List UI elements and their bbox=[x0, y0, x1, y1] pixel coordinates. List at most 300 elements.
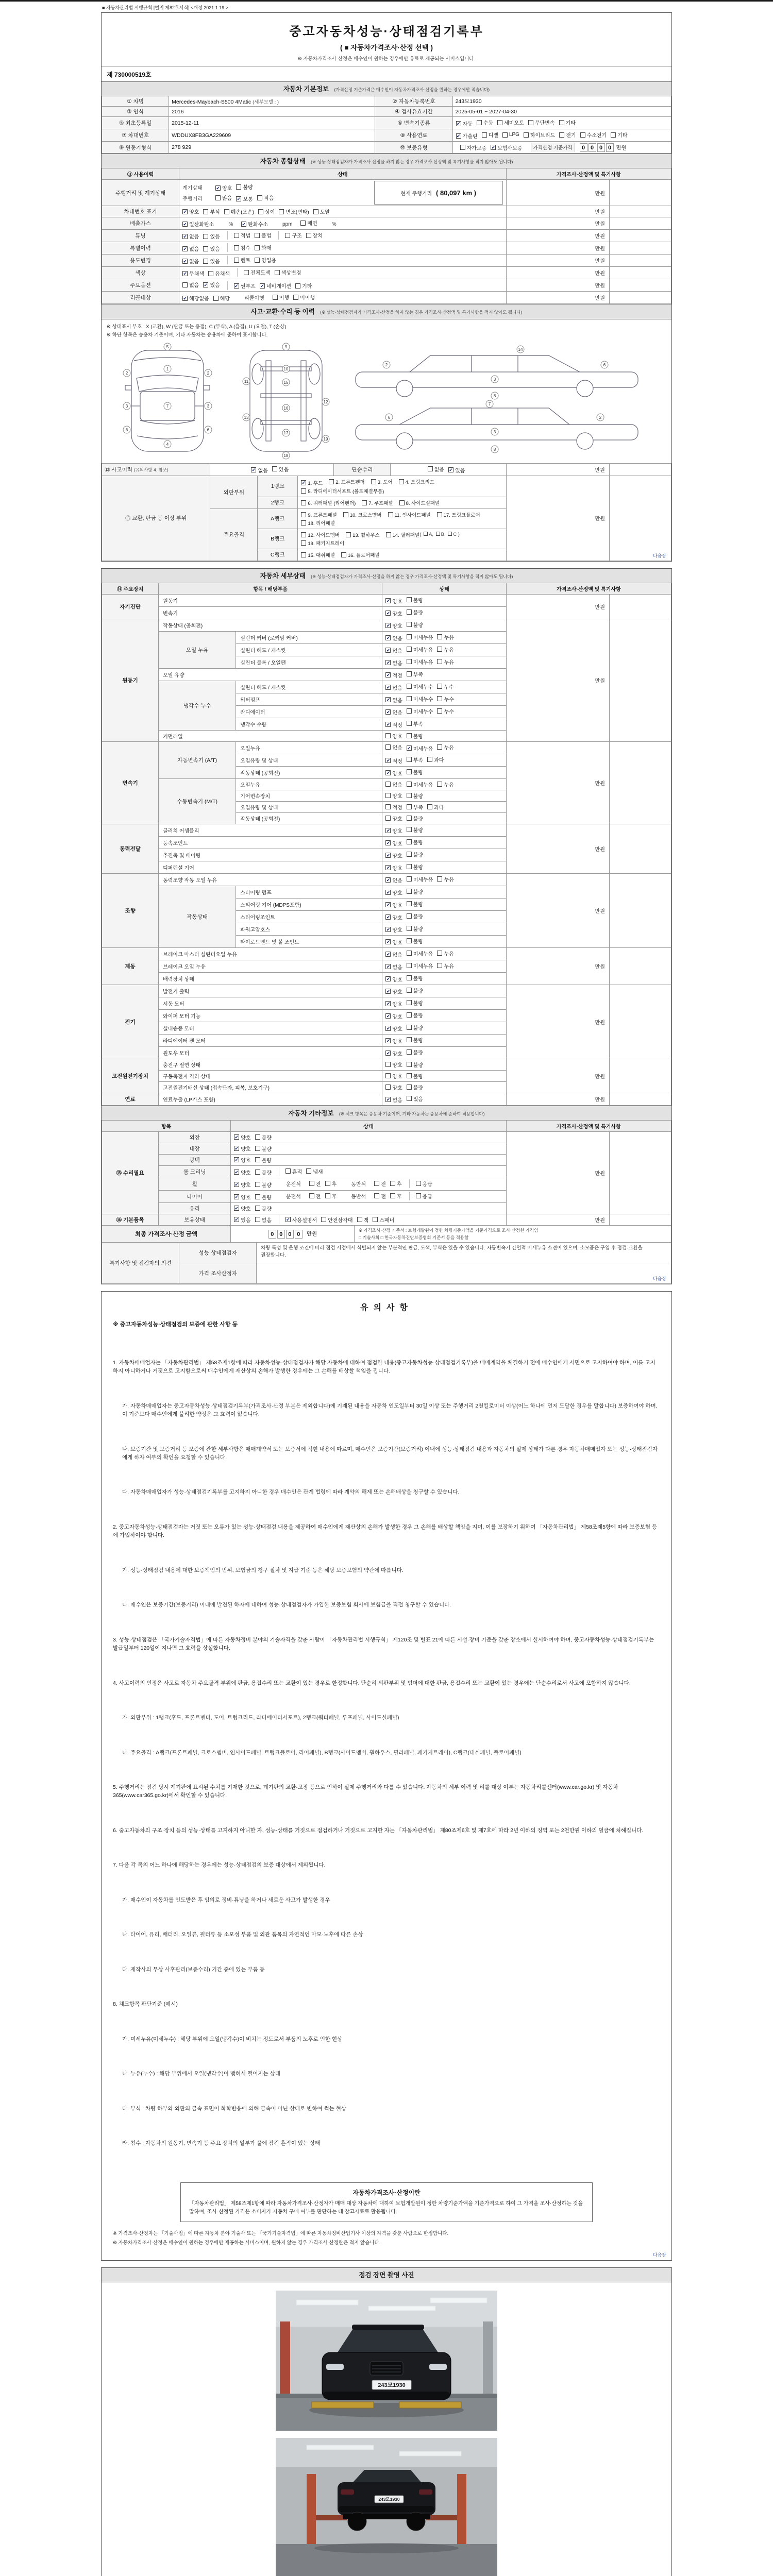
option-불량 bbox=[255, 1145, 272, 1153]
checked-checkbox[interactable]: ✔ bbox=[386, 1026, 391, 1031]
unchecked-checkbox[interactable] bbox=[329, 479, 334, 484]
unchecked-checkbox[interactable] bbox=[437, 696, 442, 701]
notes-cell bbox=[609, 279, 671, 292]
unchecked-checkbox[interactable] bbox=[407, 876, 412, 882]
unchecked-checkbox[interactable] bbox=[427, 804, 432, 809]
option-양호 bbox=[385, 839, 402, 847]
option-렌트 bbox=[234, 256, 250, 264]
unchecked-checkbox[interactable] bbox=[255, 1157, 260, 1162]
checked-checkbox[interactable]: ✔ bbox=[286, 1217, 290, 1223]
unchecked-checkbox[interactable] bbox=[385, 804, 391, 809]
checked-checkbox[interactable]: ✔ bbox=[491, 145, 495, 150]
option-후 bbox=[325, 1192, 337, 1200]
basic-info-table bbox=[102, 96, 671, 154]
checked-checkbox[interactable]: ✔ bbox=[386, 697, 391, 703]
next-page-link[interactable]: 다음장 bbox=[652, 2252, 666, 2258]
unchecked-checkbox[interactable] bbox=[325, 1193, 330, 1198]
unchecked-checkbox[interactable] bbox=[275, 270, 280, 275]
unchecked-checkbox[interactable] bbox=[255, 1170, 260, 1175]
unchecked-checkbox[interactable] bbox=[343, 512, 348, 517]
unchecked-checkbox[interactable] bbox=[407, 597, 412, 602]
checked-checkbox[interactable]: ✔ bbox=[407, 745, 411, 751]
option-양호 bbox=[385, 1037, 402, 1045]
unchecked-checkbox[interactable] bbox=[399, 479, 404, 484]
unchecked-checkbox[interactable] bbox=[407, 951, 412, 956]
svg-text:7: 7 bbox=[488, 401, 491, 406]
unchecked-checkbox[interactable] bbox=[357, 1217, 362, 1222]
svg-text:3: 3 bbox=[125, 403, 128, 409]
unchecked-checkbox[interactable] bbox=[407, 721, 412, 726]
option-label: 부식 bbox=[210, 210, 220, 216]
checked-checkbox[interactable]: ✔ bbox=[251, 467, 256, 473]
unchecked-checkbox[interactable] bbox=[407, 793, 412, 798]
unchecked-checkbox[interactable] bbox=[285, 233, 290, 238]
unchecked-checkbox[interactable] bbox=[407, 782, 412, 787]
unchecked-checkbox[interactable] bbox=[437, 512, 442, 517]
unchecked-checkbox[interactable] bbox=[203, 234, 208, 239]
unchecked-checkbox[interactable] bbox=[407, 647, 412, 652]
option-없음 bbox=[385, 708, 402, 716]
unchecked-checkbox[interactable] bbox=[407, 1096, 412, 1101]
checked-checkbox[interactable]: ✔ bbox=[386, 976, 391, 982]
checked-checkbox[interactable]: ✔ bbox=[386, 611, 391, 616]
section-detail bbox=[101, 568, 672, 1284]
unchecked-checkbox[interactable] bbox=[255, 1217, 260, 1222]
checked-checkbox[interactable]: ✔ bbox=[456, 121, 461, 126]
option-label: 전체도색 bbox=[250, 270, 271, 277]
unchecked-checkbox[interactable] bbox=[416, 1181, 421, 1186]
unchecked-checkbox[interactable] bbox=[203, 246, 208, 251]
state-options bbox=[382, 790, 506, 801]
checked-checkbox[interactable]: ✔ bbox=[234, 1146, 239, 1151]
unchecked-checkbox[interactable] bbox=[244, 270, 249, 275]
checked-checkbox[interactable]: ✔ bbox=[204, 282, 208, 287]
option-불량 bbox=[255, 1193, 272, 1201]
svg-text:2: 2 bbox=[207, 370, 210, 376]
unchecked-checkbox[interactable] bbox=[313, 209, 318, 214]
option-label: 양호 bbox=[392, 1062, 402, 1069]
price-amount-cell: 만원 bbox=[506, 873, 609, 947]
checked-checkbox[interactable]: ✔ bbox=[183, 258, 187, 264]
unchecked-checkbox[interactable] bbox=[300, 221, 306, 226]
option-label: 디젤 bbox=[488, 133, 498, 139]
unchecked-checkbox[interactable] bbox=[255, 1134, 260, 1140]
unchecked-checkbox[interactable] bbox=[407, 733, 412, 738]
checked-checkbox[interactable]: ✔ bbox=[386, 989, 391, 994]
checked-checkbox[interactable]: ✔ bbox=[234, 1182, 239, 1188]
checked-checkbox[interactable]: ✔ bbox=[386, 1013, 391, 1019]
unchecked-checkbox[interactable] bbox=[407, 622, 412, 627]
unchecked-checkbox[interactable] bbox=[388, 512, 393, 517]
unchecked-checkbox[interactable] bbox=[528, 120, 533, 125]
checked-checkbox[interactable]: ✔ bbox=[386, 964, 391, 970]
unchecked-checkbox[interactable] bbox=[407, 804, 412, 809]
unchecked-checkbox[interactable] bbox=[399, 500, 405, 505]
checked-checkbox[interactable]: ✔ bbox=[386, 902, 391, 908]
unchecked-checkbox[interactable] bbox=[407, 1000, 412, 1005]
accident-history-table bbox=[102, 463, 671, 476]
checked-checkbox[interactable]: ✔ bbox=[234, 1217, 239, 1223]
unchecked-checkbox[interactable] bbox=[437, 951, 442, 956]
unchecked-checkbox[interactable] bbox=[234, 233, 239, 238]
unchecked-checkbox[interactable] bbox=[255, 1182, 260, 1187]
unchecked-checkbox[interactable] bbox=[258, 209, 263, 214]
overall-status-table bbox=[102, 168, 671, 304]
usage-state bbox=[179, 279, 507, 292]
unchecked-checkbox[interactable] bbox=[407, 839, 412, 844]
option-label: 네비게이션 bbox=[266, 284, 292, 290]
unchecked-checkbox[interactable] bbox=[306, 233, 311, 238]
price-amount-cell: 만원 bbox=[506, 619, 609, 741]
checked-checkbox[interactable]: ✔ bbox=[260, 283, 264, 289]
checked-checkbox[interactable]: ✔ bbox=[386, 1038, 391, 1044]
unchecked-checkbox[interactable] bbox=[502, 132, 508, 138]
option-label: 자가보증 bbox=[466, 145, 487, 151]
option-label: LPG bbox=[509, 132, 519, 138]
current-mileage-label: 현재 주행거리 bbox=[400, 191, 432, 197]
checked-checkbox[interactable]: ✔ bbox=[386, 758, 391, 764]
unchecked-checkbox[interactable] bbox=[559, 120, 564, 125]
unchecked-checkbox[interactable] bbox=[362, 500, 367, 505]
unchecked-checkbox[interactable] bbox=[416, 1193, 421, 1198]
unchecked-checkbox[interactable] bbox=[374, 1181, 379, 1186]
option-label: 16. 플로어패널 bbox=[347, 552, 380, 558]
gauge-state-label: 계기상태 bbox=[182, 185, 203, 192]
checked-checkbox[interactable]: ✔ bbox=[234, 1206, 239, 1211]
unchecked-checkbox[interactable] bbox=[309, 1181, 314, 1186]
unchecked-checkbox[interactable] bbox=[293, 295, 298, 300]
checked-checkbox[interactable]: ✔ bbox=[386, 709, 391, 715]
unchecked-checkbox[interactable] bbox=[437, 634, 442, 639]
option-label: 없음 bbox=[258, 468, 268, 474]
checked-checkbox[interactable]: ✔ bbox=[386, 685, 391, 690]
option-9. 프론트패널 bbox=[301, 511, 337, 518]
checked-checkbox[interactable]: ✔ bbox=[386, 1097, 391, 1103]
unchecked-checkbox[interactable] bbox=[390, 1193, 395, 1198]
checked-checkbox[interactable]: ✔ bbox=[386, 865, 391, 871]
unchecked-checkbox[interactable] bbox=[407, 1037, 412, 1042]
option-label: 3. 도어 bbox=[377, 479, 393, 485]
unchecked-checkbox[interactable] bbox=[385, 782, 391, 787]
part-label: 오일 유량 bbox=[159, 668, 382, 681]
unchecked-checkbox[interactable] bbox=[407, 1073, 412, 1078]
unchecked-checkbox[interactable] bbox=[559, 132, 564, 138]
unchecked-checkbox[interactable] bbox=[407, 901, 412, 906]
unchecked-checkbox[interactable] bbox=[407, 659, 412, 664]
checked-checkbox[interactable]: ✔ bbox=[386, 927, 391, 933]
unchecked-checkbox[interactable] bbox=[477, 120, 482, 125]
checked-checkbox[interactable]: ✔ bbox=[237, 196, 241, 201]
checked-checkbox[interactable]: ✔ bbox=[449, 467, 453, 473]
checked-checkbox[interactable]: ✔ bbox=[386, 828, 391, 834]
unchecked-checkbox[interactable] bbox=[386, 532, 391, 537]
option-label: 잭 bbox=[363, 1217, 369, 1224]
option-label: 없음 bbox=[392, 710, 402, 716]
unchecked-checkbox[interactable] bbox=[407, 671, 412, 676]
checked-checkbox[interactable]: ✔ bbox=[456, 133, 461, 139]
option-label: 양호 bbox=[189, 210, 199, 216]
unchecked-checkbox[interactable] bbox=[373, 1217, 378, 1222]
table-row bbox=[102, 129, 671, 142]
unchecked-checkbox[interactable] bbox=[285, 1168, 291, 1174]
checked-checkbox[interactable]: ✔ bbox=[386, 1050, 391, 1056]
unchecked-checkbox[interactable] bbox=[437, 744, 442, 750]
option-보험사보증 bbox=[491, 144, 522, 151]
unchecked-checkbox[interactable] bbox=[208, 271, 213, 276]
option-불량 bbox=[407, 815, 423, 822]
warranty-options bbox=[456, 143, 531, 152]
state-options bbox=[382, 718, 506, 730]
unchecked-checkbox[interactable] bbox=[301, 540, 306, 546]
unchecked-checkbox[interactable] bbox=[213, 296, 219, 301]
unchecked-checkbox[interactable] bbox=[236, 184, 241, 190]
unchecked-checkbox[interactable] bbox=[407, 634, 412, 639]
unchecked-checkbox[interactable] bbox=[257, 195, 262, 200]
checked-checkbox[interactable]: ✔ bbox=[386, 770, 391, 776]
unchecked-checkbox[interactable] bbox=[407, 696, 412, 701]
unchecked-checkbox[interactable] bbox=[255, 245, 260, 250]
option-없음 bbox=[385, 659, 402, 667]
checked-checkbox[interactable]: ✔ bbox=[386, 939, 391, 945]
unchecked-checkbox[interactable] bbox=[255, 1206, 260, 1211]
checked-checkbox[interactable]: ✔ bbox=[183, 233, 187, 239]
unchecked-checkbox[interactable] bbox=[407, 769, 412, 774]
unchecked-checkbox[interactable] bbox=[301, 488, 306, 494]
unchecked-checkbox[interactable] bbox=[407, 975, 412, 980]
unchecked-checkbox[interactable] bbox=[524, 132, 529, 138]
unchecked-checkbox[interactable] bbox=[234, 245, 239, 250]
item-sub-label: 오일 누유 bbox=[159, 631, 236, 668]
etc-item-label: 룸 크리닝 bbox=[159, 1165, 231, 1178]
price-digit: 0 bbox=[606, 143, 614, 152]
unchecked-checkbox[interactable] bbox=[407, 852, 412, 857]
checked-checkbox[interactable]: ✔ bbox=[386, 952, 391, 957]
usage-label: 용도변경 bbox=[102, 255, 179, 267]
unchecked-checkbox[interactable] bbox=[182, 282, 188, 287]
unchecked-checkbox[interactable] bbox=[407, 684, 412, 689]
checked-checkbox[interactable]: ✔ bbox=[386, 623, 391, 629]
checked-checkbox[interactable]: ✔ bbox=[183, 295, 187, 301]
checked-checkbox[interactable]: ✔ bbox=[216, 185, 220, 191]
checked-checkbox[interactable]: ✔ bbox=[386, 840, 391, 846]
option-불량 bbox=[407, 851, 423, 858]
checked-checkbox[interactable]: ✔ bbox=[386, 648, 391, 653]
unchecked-checkbox[interactable] bbox=[437, 876, 442, 882]
notes-cell bbox=[609, 1131, 671, 1214]
notice-item: 나. 매수인은 보증기간(보증거리) 이내에 발견된 하자에 대하여 성능·상태점검자가 가입한 보증보험 회사에 보험금을 직접 청구할 수 있습니다. bbox=[122, 1602, 451, 1608]
notice-item: 8. 체크항목 판단기준 (예시) bbox=[113, 2001, 178, 2008]
unchecked-checkbox[interactable] bbox=[203, 209, 208, 214]
device-group-label: 연료 bbox=[102, 1093, 159, 1105]
checked-checkbox[interactable]: ✔ bbox=[386, 635, 391, 641]
option-label: 불량 bbox=[413, 976, 424, 982]
checked-checkbox[interactable]: ✔ bbox=[301, 480, 306, 485]
car-submodel: (세부모델 : ) bbox=[253, 99, 279, 105]
option-label: 불량 bbox=[261, 1158, 272, 1164]
option-불량 bbox=[255, 1156, 272, 1164]
unchecked-checkbox[interactable] bbox=[385, 1062, 391, 1067]
unchecked-checkbox[interactable] bbox=[321, 1217, 326, 1222]
option-누유 bbox=[437, 781, 453, 788]
price-amount-cell: 만원 bbox=[506, 292, 609, 304]
next-page-link[interactable]: 다음장 bbox=[652, 1276, 666, 1281]
unchecked-checkbox[interactable] bbox=[301, 532, 306, 537]
price-amount-cell: 만원 bbox=[506, 267, 609, 279]
unchecked-checkbox[interactable] bbox=[273, 295, 278, 300]
option-적정 bbox=[385, 757, 402, 765]
option-상이 bbox=[258, 208, 275, 215]
svg-text:6: 6 bbox=[125, 427, 128, 432]
option-label: 보통 bbox=[243, 197, 253, 203]
unchecked-checkbox[interactable] bbox=[224, 209, 229, 214]
checked-checkbox[interactable]: ✔ bbox=[386, 877, 391, 883]
base-price-digits bbox=[579, 143, 614, 152]
checked-checkbox[interactable]: ✔ bbox=[234, 283, 239, 289]
unchecked-checkbox[interactable] bbox=[407, 1084, 412, 1090]
checked-checkbox[interactable]: ✔ bbox=[183, 246, 187, 251]
unchecked-checkbox[interactable] bbox=[301, 520, 306, 526]
unchecked-checkbox[interactable] bbox=[437, 684, 442, 689]
col-state: 상태 bbox=[382, 583, 506, 594]
unchecked-checkbox[interactable] bbox=[407, 1062, 412, 1067]
unchecked-checkbox[interactable] bbox=[407, 1049, 412, 1055]
unchecked-checkbox[interactable] bbox=[301, 500, 306, 505]
unchecked-checkbox[interactable] bbox=[497, 120, 502, 125]
unchecked-checkbox[interactable] bbox=[407, 827, 412, 832]
unchecked-checkbox[interactable] bbox=[407, 708, 412, 714]
part-label: 오일누유 bbox=[236, 741, 382, 754]
unchecked-checkbox[interactable] bbox=[437, 963, 442, 968]
unchecked-checkbox[interactable] bbox=[374, 1193, 379, 1198]
option-매연 bbox=[300, 219, 317, 227]
unchecked-checkbox[interactable] bbox=[385, 793, 391, 798]
checked-checkbox[interactable]: ✔ bbox=[386, 853, 391, 858]
unchecked-checkbox[interactable] bbox=[407, 938, 412, 943]
unchecked-checkbox[interactable] bbox=[301, 552, 306, 557]
checked-checkbox[interactable]: ✔ bbox=[183, 270, 187, 276]
unchecked-checkbox[interactable] bbox=[407, 864, 412, 869]
unchecked-checkbox[interactable] bbox=[407, 757, 412, 762]
unchecked-checkbox[interactable] bbox=[385, 733, 391, 738]
unchecked-checkbox[interactable] bbox=[325, 1181, 330, 1186]
unchecked-checkbox[interactable] bbox=[407, 1025, 412, 1030]
unchecked-checkbox[interactable] bbox=[407, 926, 412, 931]
unchecked-checkbox[interactable] bbox=[580, 132, 585, 138]
unchecked-checkbox[interactable] bbox=[407, 913, 412, 919]
unchecked-checkbox[interactable] bbox=[306, 1168, 311, 1174]
unchecked-checkbox[interactable] bbox=[255, 1194, 260, 1199]
unchecked-checkbox[interactable] bbox=[385, 1073, 391, 1078]
unchecked-checkbox[interactable] bbox=[427, 757, 432, 762]
option-미이행 bbox=[293, 293, 315, 301]
checked-checkbox[interactable]: ✔ bbox=[386, 672, 391, 678]
unchecked-checkbox[interactable] bbox=[407, 988, 412, 993]
unchecked-checkbox[interactable] bbox=[390, 1181, 395, 1186]
unchecked-checkbox[interactable] bbox=[301, 512, 306, 517]
unchecked-checkbox[interactable] bbox=[424, 532, 428, 536]
unchecked-checkbox[interactable] bbox=[309, 1193, 314, 1198]
unchecked-checkbox[interactable] bbox=[407, 1012, 412, 1018]
unchecked-checkbox[interactable] bbox=[272, 466, 277, 471]
unchecked-checkbox[interactable] bbox=[437, 647, 442, 652]
unchecked-checkbox[interactable] bbox=[407, 816, 412, 821]
unchecked-checkbox[interactable] bbox=[437, 782, 442, 787]
etc-item-label: 타이어 bbox=[159, 1190, 231, 1202]
checked-checkbox[interactable]: ✔ bbox=[242, 221, 246, 227]
unchecked-checkbox[interactable] bbox=[482, 132, 487, 138]
unchecked-checkbox[interactable] bbox=[234, 258, 239, 263]
unchecked-checkbox[interactable] bbox=[460, 145, 465, 150]
unchecked-checkbox[interactable] bbox=[611, 132, 616, 138]
checked-checkbox[interactable]: ✔ bbox=[386, 890, 391, 895]
unchecked-checkbox[interactable] bbox=[255, 258, 260, 263]
svg-text:15: 15 bbox=[283, 380, 289, 385]
checked-checkbox[interactable]: ✔ bbox=[183, 221, 187, 227]
unchecked-checkbox[interactable] bbox=[295, 283, 300, 289]
unchecked-checkbox[interactable] bbox=[385, 744, 391, 750]
checked-checkbox[interactable]: ✔ bbox=[386, 1001, 391, 1007]
price-amount-cell: 만원 bbox=[506, 206, 609, 217]
checked-checkbox[interactable]: ✔ bbox=[386, 722, 391, 727]
unchecked-checkbox[interactable] bbox=[437, 708, 442, 714]
unchecked-checkbox[interactable] bbox=[448, 532, 452, 536]
checked-checkbox[interactable]: ✔ bbox=[234, 1134, 239, 1140]
unchecked-checkbox[interactable] bbox=[436, 532, 440, 536]
checked-checkbox[interactable]: ✔ bbox=[386, 598, 391, 604]
unchecked-checkbox[interactable] bbox=[437, 659, 442, 664]
unchecked-checkbox[interactable] bbox=[385, 816, 391, 821]
unchecked-checkbox[interactable] bbox=[279, 209, 284, 214]
unchecked-checkbox[interactable] bbox=[407, 889, 412, 894]
checked-checkbox[interactable]: ✔ bbox=[234, 1194, 239, 1200]
checked-checkbox[interactable]: ✔ bbox=[386, 660, 391, 666]
option-누유 bbox=[437, 950, 453, 957]
state-options bbox=[382, 741, 506, 754]
unchecked-checkbox[interactable] bbox=[385, 1084, 391, 1090]
price-amount-cell: 만원 bbox=[506, 947, 609, 985]
checked-checkbox[interactable]: ✔ bbox=[183, 209, 187, 214]
option-label: 있음 bbox=[413, 1096, 424, 1103]
unchecked-checkbox[interactable] bbox=[215, 195, 221, 200]
option-label: 15. 대쉬패널 bbox=[308, 552, 335, 558]
notes-cell bbox=[609, 1214, 671, 1225]
option-label: 불량 bbox=[413, 902, 424, 908]
option-label: 양호 bbox=[392, 1026, 402, 1032]
next-page-link[interactable]: 다음장 bbox=[652, 553, 666, 558]
unchecked-checkbox[interactable] bbox=[371, 479, 376, 484]
checked-checkbox[interactable]: ✔ bbox=[386, 914, 391, 920]
option-누수 bbox=[437, 707, 453, 715]
unchecked-checkbox[interactable] bbox=[407, 609, 412, 615]
price-amount-cell: 만원 bbox=[506, 242, 609, 255]
notice-item: 가. 외판부위 : 1랭크(후드, 프론트펜더, 도어, 트렁크리드, 라디에이터서포트), 2랭크(쿼터패널, 루프패널, 사이드실패널) bbox=[122, 1715, 399, 1721]
checked-checkbox[interactable]: ✔ bbox=[234, 1157, 239, 1163]
unchecked-checkbox[interactable] bbox=[255, 233, 260, 238]
unchecked-checkbox[interactable] bbox=[203, 259, 208, 264]
unchecked-checkbox[interactable] bbox=[255, 1146, 260, 1151]
option-안전삼각대 bbox=[321, 1216, 352, 1224]
option-미세누유 bbox=[407, 744, 433, 752]
part-label: 라디에이터 팬 모터 bbox=[159, 1034, 382, 1046]
etc-item-label: 광택 bbox=[159, 1154, 231, 1165]
unchecked-checkbox[interactable] bbox=[341, 552, 346, 557]
checked-checkbox[interactable]: ✔ bbox=[234, 1170, 239, 1175]
option-변조(변타) bbox=[279, 208, 309, 215]
unchecked-checkbox[interactable] bbox=[428, 466, 433, 471]
unchecked-checkbox[interactable] bbox=[407, 963, 412, 968]
option-없음 bbox=[385, 951, 402, 958]
unchecked-checkbox[interactable] bbox=[346, 532, 351, 537]
